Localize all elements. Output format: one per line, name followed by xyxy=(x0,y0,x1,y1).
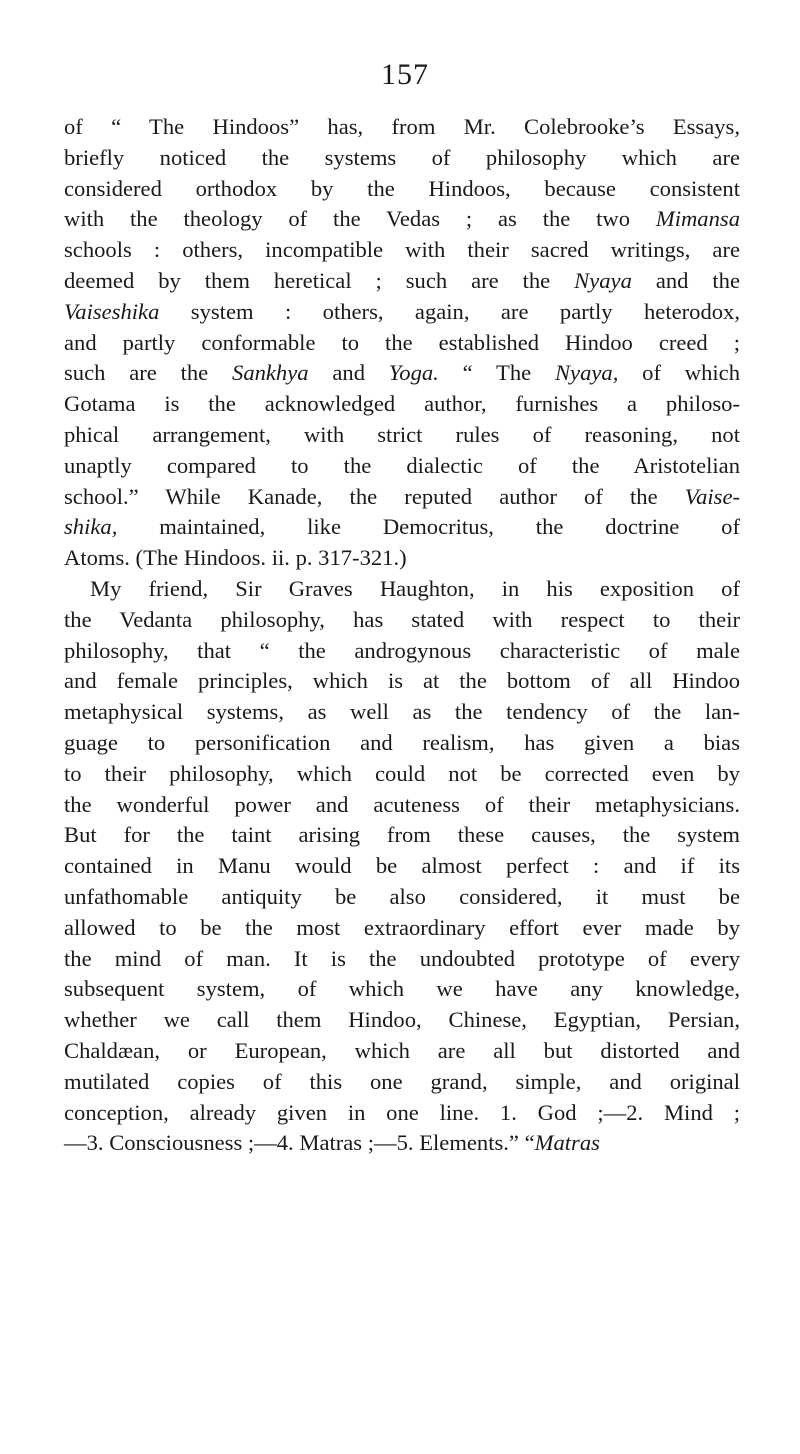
italic-term: Matras xyxy=(534,1130,600,1156)
italic-term: Vaiseshika xyxy=(64,298,160,324)
text-line: phical arrangement, with strict rules of reasoning, not xyxy=(64,421,740,447)
text-line: shika, maintained, like Democritus, the doctrine of xyxy=(64,514,740,540)
text-line: Vaiseshika system : others, again, are partly heterodox, xyxy=(64,298,740,324)
italic-term: shika, xyxy=(64,514,118,540)
text-line: briefly noticed the systems of philosophy which are xyxy=(64,144,740,170)
text-line: with the theology of the Vedas ; as the two Mimansa xyxy=(64,206,740,232)
text-line: the mind of man. It is the undoubted prototype of every xyxy=(64,945,740,971)
text-line: whether we call them Hindoo, Chinese, Egyptian, Persian, xyxy=(64,1007,740,1033)
paragraph xyxy=(64,112,740,574)
italic-term: Sankhya xyxy=(232,360,309,386)
text-line: the wonderful power and acuteness of their metaphysicians. xyxy=(64,791,740,817)
text-line: Gotama is the acknowledged author, furnishes a philoso- xyxy=(64,391,740,417)
text-line: mutilated copies of this one grand, simple, and original xyxy=(64,1068,740,1094)
text-line: schools : others, incompatible with their sacred writings, are xyxy=(64,237,740,263)
text-line: unaptly compared to the dialectic of the Aristotelian xyxy=(64,452,740,478)
text-line: the Vedanta philosophy, has stated with respect to their xyxy=(64,606,740,632)
text-line: of “ The Hindoos” has, from Mr. Colebrooke’s Essays, xyxy=(64,114,740,139)
text-line: contained in Manu would be almost perfect : and if its xyxy=(64,853,740,879)
italic-term: Mimansa xyxy=(655,206,740,232)
text-line: metaphysical systems, as well as the tendency of the lan- xyxy=(64,699,740,725)
body-text xyxy=(64,112,740,1159)
text-line: But for the taint arising from these causes, the system xyxy=(64,822,740,848)
text-line: philosophy, that “ the androgynous characteristic of male xyxy=(64,637,740,663)
text-line: school.” While Kanade, the reputed author of the Vaise- xyxy=(64,483,740,509)
text-line: Chaldæan, or European, which are all but distorted and xyxy=(64,1037,740,1063)
paragraph xyxy=(64,574,740,1159)
italic-term: Yoga. xyxy=(388,360,439,386)
page-number: 157 xyxy=(381,58,429,91)
text-line: —3. Consciousness ;—4. Matras ;—5. Elements.” “Matras xyxy=(64,1130,600,1156)
text-line: subsequent system, of which we have any knowledge, xyxy=(64,976,740,1002)
italic-term: Nyaya xyxy=(574,267,632,293)
text-line: deemed by them heretical ; such are the Nyaya and the xyxy=(64,267,740,293)
italic-term: Vaise- xyxy=(684,483,740,509)
text-line: guage to personification and realism, has given a bias xyxy=(64,729,740,755)
text-line: such are the Sankhya and Yoga. “ The Nyaya, of which xyxy=(64,360,740,386)
text-line: conception, already given in one line. 1. God ;—2. Mind ; xyxy=(64,1099,740,1125)
text-line: My friend, Sir Graves Haughton, in his exposition of xyxy=(90,575,740,601)
text-line: unfathomable antiquity be also considered, it must be xyxy=(64,883,740,909)
text-line: considered orthodox by the Hindoos, because consistent xyxy=(64,175,740,201)
text-line: and partly conformable to the established Hindoo creed ; xyxy=(64,329,740,355)
text-line: and female principles, which is at the bottom of all Hindoo xyxy=(64,668,740,694)
text-line: allowed to be the most extraordinary effort ever made by xyxy=(64,914,740,940)
text-line: to their philosophy, which could not be corrected even by xyxy=(64,760,740,786)
italic-term: Nyaya, xyxy=(554,360,619,386)
text-line: Atoms. (The Hindoos. ii. p. 317-321.) xyxy=(64,545,407,571)
